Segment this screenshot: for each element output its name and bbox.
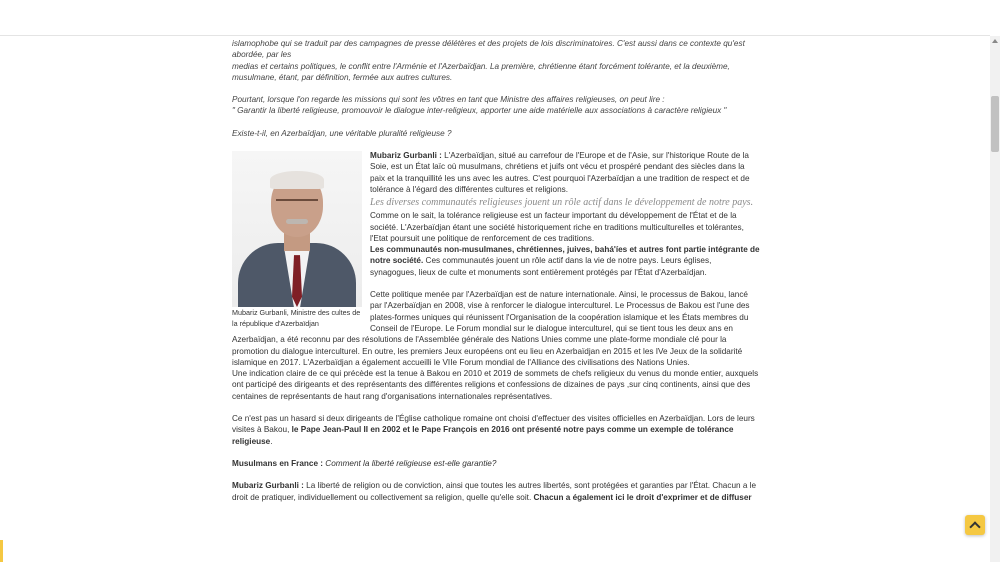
answer-2-bold: Chacun a également ici le droit d'exprimer et de diffuser [533,492,752,502]
visits-paragraph [232,413,760,447]
left-accent-strip [0,540,3,562]
visits-end: . [270,436,273,446]
interview-question-1: Existe-t-il, en Azerbaïdjan, une véritable pluralité religieuse ? [232,128,452,138]
international-paragraph: Cette politique menée par l'Azerbaïdjan est de nature internationale. Ainsi, le processus de Bakou, lancé par l'Azerbaïdjan en 2008, vise à renforcer le dialogue interculturel. Le Processus de Bakou est l'une des plates-formes uniques qui réunissent l'Organisation de la coopération islamique et les États membres du Conseil de l'Europe. Le Forum mondial sur le dialogue interculturel, qui se tient tous les deux ans en Azerbaïdjan, a été reconnu par des résolutions de l'Assemblée générale des Nations Unies comme une plate-forme mondiale clé pour la promotion du dialogue interculturel. En outre, les premiers Jeux européens ont eu lieu en Azerbaïdjan en 2015 et les IVe Jeux de la solidarité islamique en 2017. L'Azerbaïdjan a également accueilli le VIIe Forum mondial de l'Alliance des civilisations des Nations Unies. [232,290,750,367]
intro-paragraph-line-1: islamophobe qui se traduit par des campagnes de presse délétères et des projets de lois discriminatoires. C'est aussi dans ce contexte qu'est abordée, par les [232,39,745,60]
photo-caption: Mubariz Gurbanli, Ministre des cultes de la république d'Azerbaïdjan [232,308,361,329]
back-to-top-button[interactable] [965,515,985,535]
tolerance-rest: Ces communautés jouent un rôle actif dans la vie de notre pays. Leurs églises, synagogues, lieux de culte et monuments sont entièrement protégés par l'État d'Azerbaïdjan. [370,256,712,277]
tolerance-text: Comme on le sait, la tolérance religieuse est un facteur important du développement de l'État et de la société. L'Azerbaïdjan étant une société historiquement riche en traditions multiculturelles et tolérantes, l'Etat poursuit une politique de renforcement de ces traditions. [370,211,744,243]
answer-2 [232,480,760,503]
interview-question-2 [232,458,760,469]
question-2-label: Musulmans en France : [232,458,323,468]
tolerance-bold: Les communautés non-musulmanes, chrétiennes, juives, bahá'íes et autres font partie intégrante de notre société. [370,245,760,266]
pull-quote: Les diverses communautés religieuses jouent un rôle actif dans le développement de notre pays. [370,197,754,209]
visits-bold: le Pape Jean-Paul II en 2002 et le Pape François en 2016 ont présenté notre pays comme un exemple de tolérance religieuse [232,425,734,446]
minister-photo-block [232,151,362,329]
scroll-up-arrow-icon[interactable] [992,39,998,43]
answer-1-text: L'Azerbaïdjan, situé au carrefour de l'Europe et de l'Asie, sur l'historique Route de la Soie, est un État laïc où musulmans, chrétiens et juifs ont vécu et prospéré pendant des siècles dans la paix et la tranquillité les uns avec les autres. C'est pourquoi l'Azerbaïdjan a une tradition de respect et de tolérance à l'égard des différentes cultures et religions. [370,151,750,194]
visits-text: Ce n'est pas un hasard si deux dirigeants de l'Église catholique romaine ont choisi d'effectuer des visites officielles en Azerbaïdjan. Lors de leurs visites à Bakou, [232,414,755,435]
minister-portrait [232,151,362,307]
article-content [232,38,760,503]
interview-answer-section [232,150,760,402]
browser-top-bar [0,0,990,36]
mission-line-1: Pourtant, lorsque l'on regarde les missions qui sont les vôtres en tant que Ministre des affaires religieuses, on peut lire : [232,95,665,105]
scrollbar-thumb[interactable] [991,96,999,152]
mission-line-2: " Garantir la liberté religieuse, promouvoir le dialogue inter-religieux, apporter une aide matérielle aux associations à caractère religieux " [232,106,727,116]
answer-2-speaker: Mubariz Gurbanli : [232,481,304,491]
question-2-text: Comment la liberté religieuse est-elle garantie? [325,458,497,468]
intro-paragraph-line-2: medias et certains politiques, le conflit entre l'Arménie et l'Azerbaïdjan. La première, chrétienne étant forcément tolérante, et la deuxième, musulmane, étant, par définition, fermée aux autres cultures. [232,61,730,82]
answer-2-text: La liberté de religion ou de conviction, ainsi que toutes les autres libertés, sont protégées et garanties par l'État. Chacun a le droit de pratiquer, individuellement ou collectivement sa religion, quelle qu'elle soit. [232,481,757,502]
speaker-label: Mubariz Gurbanli : [370,151,442,161]
summits-paragraph: Une indication claire de ce qui précède est la tenue à Bakou en 2010 et 2019 de sommets de chefs religieux du venus du monde entier, auxquels ont participé des dirigeants et des représentants des différentes religions et confessions de dizaines de pays ,sur cinq continents, ainsi que des centaines de représentants de haut rang d'organisations internationales représentatives. [232,369,759,401]
